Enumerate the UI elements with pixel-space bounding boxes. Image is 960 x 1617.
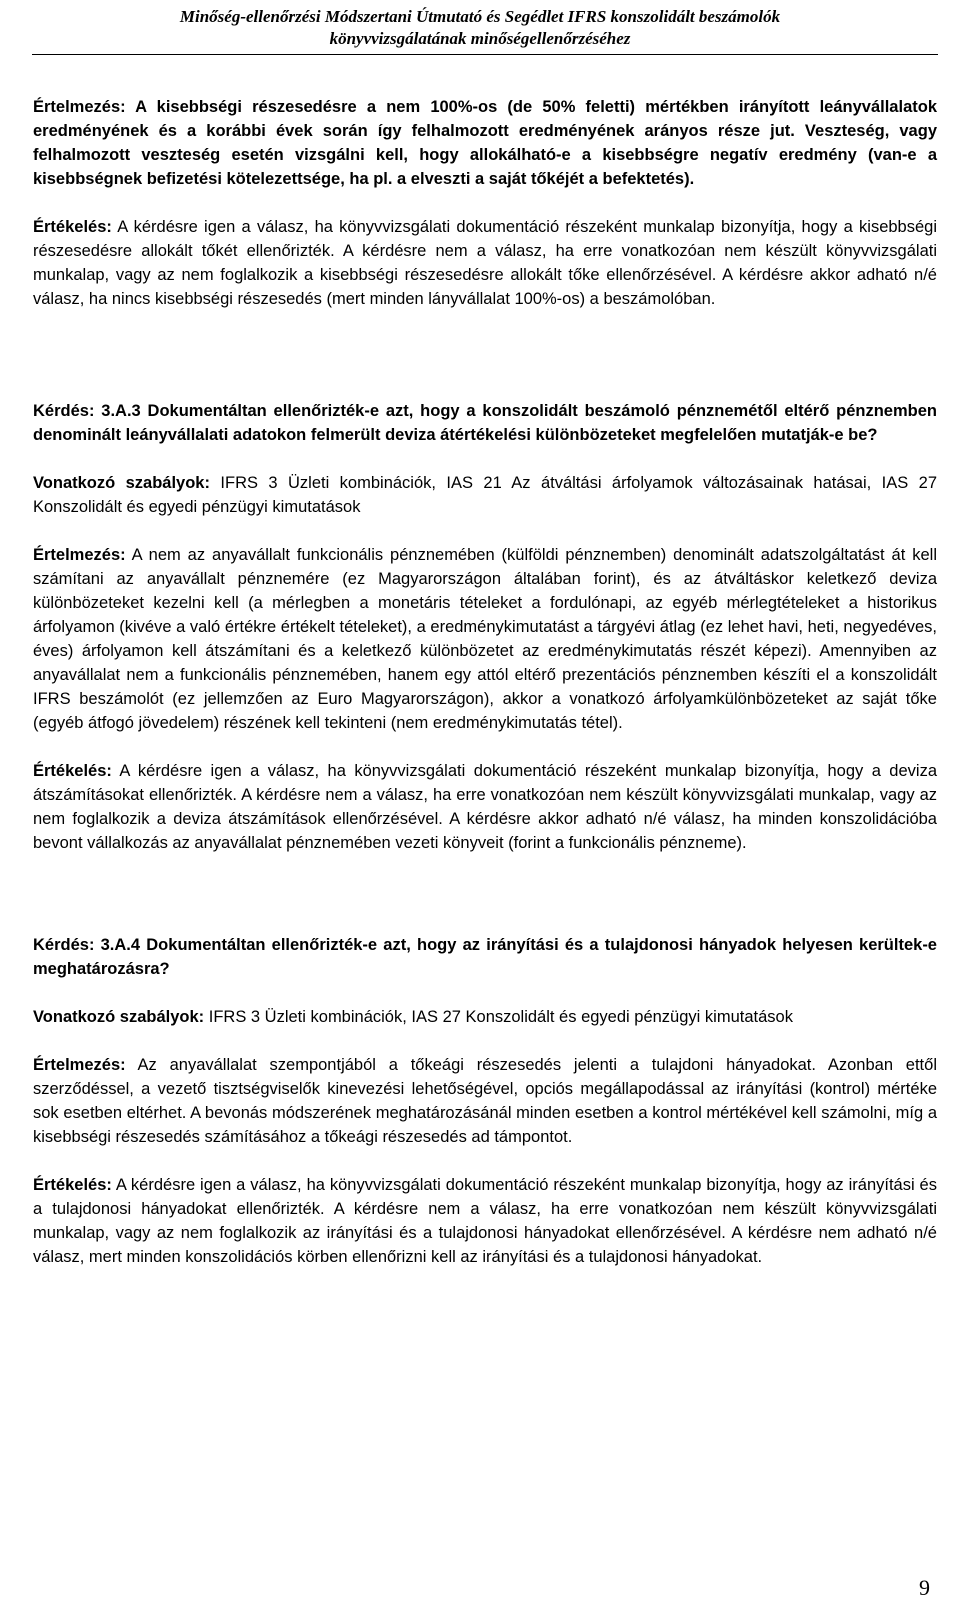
rules-label: Vonatkozó szabályok: [33,474,210,492]
question-3a4: Kérdés: 3.A.4 Dokumentáltan ellenőrizték-e azt, hogy az irányítási és a tulajdonosi hányadok helyesen kerültek-e meghatározásra? [33,936,937,978]
evaluation-label: Értékelés: [33,762,112,780]
evaluation-paragraph [33,759,937,855]
spacer [33,1149,937,1173]
spacer [33,191,937,215]
spacer [33,311,937,399]
spacer [33,981,937,1005]
evaluation-paragraph [33,215,937,311]
interpretation-text: A nem az anyavállalt funkcionális pénznemében (külföldi pénznemben) denominált adatszolgáltatást át kell számítani az anyavállalt pénznemére (ez Magyarországon általában forint), és az átváltáskor keletkező deviza különbözeteket kezelni kell (a mérlegben a monetáris tételeket a fordulónapi, az egyéb mérlegtételeket a historikus árfolyamon (kivéve a való értékre értékelt tételeket), a eredménykimutatást a tárgyévi átlag (ez lehet havi, heti, negyedéves, éves) árfolyamon kell átszámítani és a keletkező különbözetet az eredménykimutatás részét képezi). Amennyiben az anyavállalat nem a funkcionális pénznemében, hanem egy attól eltérő prezentációs pénznemben készíti el a konszolidált IFRS beszámolót (ez jellemzően az Euro Magyarországon), akkor a vonatkozó árfolyamkülönbözeteket az saját tőke (egyéb átfogó jövedelem) részének kell tekinteni (nem eredménykimutatás tétel). [33,546,937,732]
question-3a3: Kérdés: 3.A.3 Dokumentáltan ellenőrizték-e azt, hogy a konszolidált beszámoló pénznemétől eltérő pénznemben denominált leányvállalati adatokon felmerült deviza átértékelési különbözeteket megfelelően mutatják-e be? [33,402,937,444]
evaluation-text: A kérdésre igen a válasz, ha könyvvizsgálati dokumentáció részeként munkalap bizonyítja, hogy a kisebbségi részesedésre allokált tőkét ellenőrizték. A kérdésre nem a válasz, ha erre vonatkozóan nem készült könyvvizsgálati munkalap, vagy az nem foglalkozik a kisebbségi részesedésre allokált tőke ellenőrzésével. A kérdésre akkor adható n/é válasz, ha nincs kisebbségi részesedés (mert minden lányvállalat 100%-os) a beszámolóban. [33,218,937,308]
page-number: 9 [919,1575,930,1600]
spacer [33,447,937,471]
interpretation-paragraph: Értelmezés: A kisebbségi részesedésre a nem 100%-os (de 50% feletti) mértékben irányított leányvállalatok eredményének és a korábbi évek során így felhalmozott eredményének arányos része jut. Veszteség, vagy felhalmozott veszteség esetén vizsgálni kell, hogy allokálható-e a kisebbségre negatív eredmény (van-e a kisebbségnek befizetési kötelezettsége, ha pl. a elveszti a saját tőkéjét a befektetés). [33,98,937,188]
evaluation-paragraph [33,1173,937,1269]
interpretation-text: Az anyavállalat szempontjából a tőkeági részesedés jelenti a tulajdoni hányadokat. Azonban ettől szerződéssel, a vezető tisztségviselők kinevezési lehetőségével, opciós megállapodással az irányítási (kontrol) mértéke sok esetben eltérhet. A bevonás módszerének meghatározásánál minden esetben a kontrol mértékével kell számolni, míg a kisebbségi részesedés számításához a tőkeági részesedés ad támpontot. [33,1056,937,1146]
page-header [0,6,960,50]
evaluation-label: Értékelés: [33,218,112,236]
interpretation-label: Értelmezés: [33,1056,126,1074]
interpretation-paragraph [33,1053,937,1149]
header-line-1: Minőség-ellenőrzési Módszertani Útmutató és Segédlet IFRS konszolidált beszámolók [179,7,781,26]
evaluation-label: Értékelés: [33,1176,112,1194]
rules-paragraph [33,471,937,519]
spacer [33,519,937,543]
interpretation-label: Értelmezés: [33,546,126,564]
header-line-2: könyvvizsgálatának minőségellenőrzéséhez [329,29,631,48]
rules-paragraph [33,1005,937,1029]
rules-text: IFRS 3 Üzleti kombinációk, IAS 27 Konszolidált és egyedi pénzügyi kimutatások [204,1008,793,1026]
document-body [33,95,937,1269]
interpretation-paragraph [33,543,937,735]
rules-text: IFRS 3 Üzleti kombinációk, IAS 21 Az átváltási árfolyamok változásainak hatásai, IAS 27 Konszolidált és egyedi pénzügyi kimutatások [33,474,937,516]
header-divider [32,54,938,55]
evaluation-text: A kérdésre igen a válasz, ha könyvvizsgálati dokumentáció részeként munkalap bizonyítja, hogy a deviza átszámításokat ellenőrizték. A kérdésre nem a válasz, ha erre vonatkozóan nem készült könyvvizsgálati munkalap, vagy az nem foglalkozik a deviza átszámítások ellenőrzésével. A kérdésre akkor adható n/é válasz, ha minden konszolidációba bevont vállalkozás az anyavállalat pénznemében vezeti könyveit (forint a funkcionális pénzneme). [33,762,937,852]
spacer [33,1029,937,1053]
spacer [33,735,937,759]
rules-label: Vonatkozó szabályok: [33,1008,205,1026]
spacer [33,855,937,933]
evaluation-text: A kérdésre igen a válasz, ha könyvvizsgálati dokumentáció részeként munkalap bizonyítja, hogy az irányítási és a tulajdonosi hányadokat ellenőrizték. A kérdésre nem a válasz, ha erre vonatkozóan nem készült könyvvizsgálati munkalap, vagy az nem foglalkozik az irányítási és a tulajdonosi hányadokat ellenőrzésével. A kérdésre nem adható n/é válasz, mert minden konszolidációs körben ellenőrizni kell az irányítási és a tulajdonosi hányadokat. [33,1176,937,1266]
